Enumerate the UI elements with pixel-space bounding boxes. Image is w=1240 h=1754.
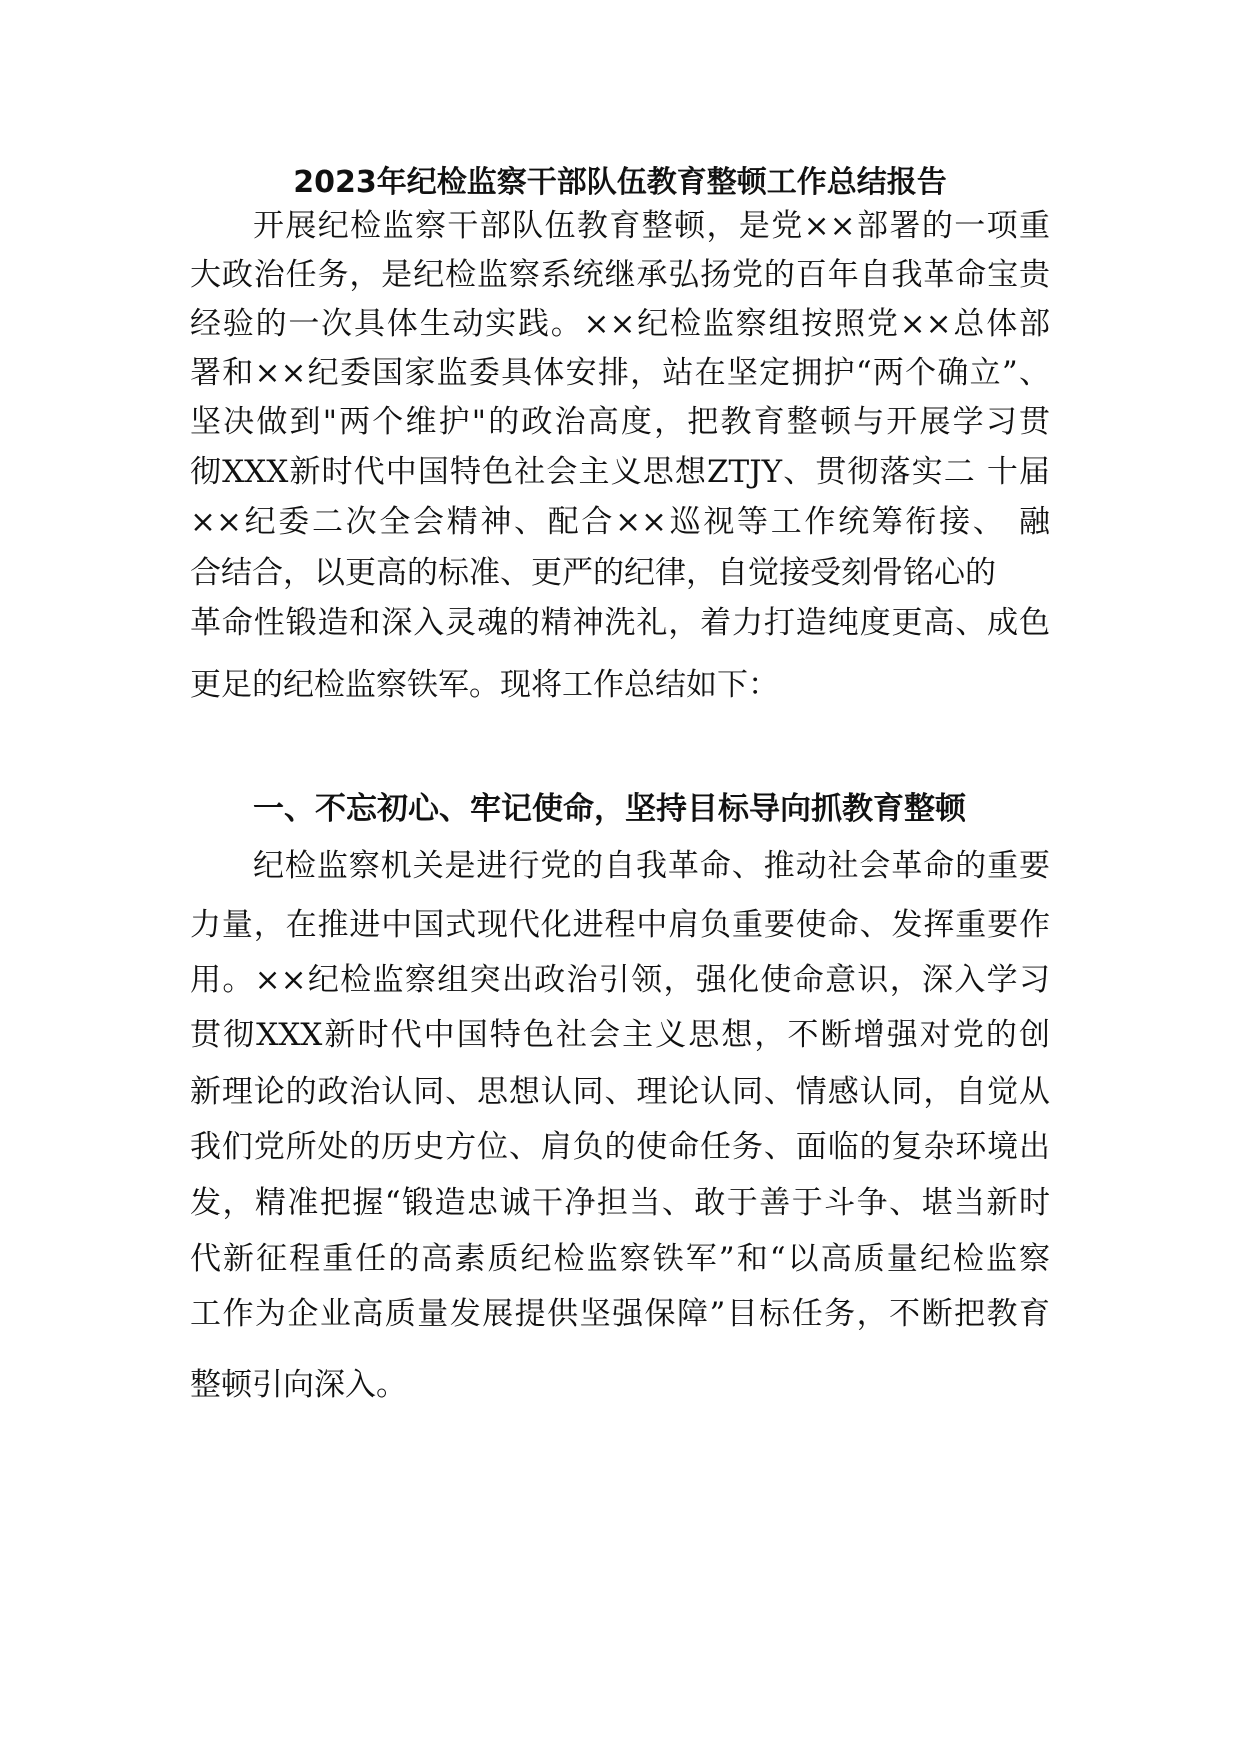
- document-title: 2023年纪检监察干部队伍教育整顿工作总结报告: [293, 165, 947, 200]
- paragraph-2-line: 整顿引向深入。: [190, 1367, 407, 1403]
- section-1-heading: 一、不忘初心、牢记使命，坚持目标导向抓教育整顿: [253, 791, 966, 827]
- paragraph-1-line: 经验的一次具体生动实践。××纪检监察组按照党××总体部: [190, 306, 1050, 342]
- paragraph-1-line: 彻XXX新时代中国特色社会主义思想ZTJY、贯彻落实二 十届: [190, 454, 1050, 490]
- paragraph-1-line: 开展纪检监察干部队伍教育整顿，是党××部署的一项重: [253, 208, 1050, 244]
- paragraph-1-line: 合结合，以更高的标准、更严的纪律，自觉接受刻骨铭心的: [190, 555, 996, 591]
- paragraph-2-line: 新理论的政治认同、思想认同、理论认同、情感认同，自觉从: [190, 1074, 1050, 1110]
- paragraph-2-line: 贯彻XXX新时代中国特色社会主义思想，不断增强对党的创: [190, 1017, 1050, 1053]
- paragraph-2-line: 纪检监察机关是进行党的自我革命、推动社会革命的重要: [253, 848, 1050, 884]
- paragraph-1-line: 更足的纪检监察铁军。现将工作总结如下：: [190, 667, 779, 703]
- paragraph-2-line: 力量，在推进中国式现代化进程中肩负重要使命、发挥重要作: [190, 907, 1050, 943]
- paragraph-2-line: 代新征程重任的高素质纪检监察铁军”和“以高质量纪检监察: [190, 1241, 1050, 1277]
- paragraph-2-line: 发，精准把握“锻造忠诚干净担当、敢于善于斗争、堪当新时: [190, 1185, 1050, 1221]
- paragraph-1-line: ××纪委二次全会精神、配合××巡视等工作统筹衔接、 融: [190, 504, 1050, 540]
- paragraph-2-line: 用。××纪检监察组突出政治引领，强化使命意识，深入学习: [190, 962, 1050, 998]
- paragraph-2-line: 我们党所处的历史方位、肩负的使命任务、面临的复杂环境出: [190, 1129, 1050, 1165]
- paragraph-1-line: 革命性锻造和深入灵魂的精神洗礼，着力打造纯度更高、成色: [190, 605, 1050, 641]
- paragraph-1-line: 署和××纪委国家监委具体安排，站在坚定拥护“两个确立”、: [190, 355, 1050, 391]
- paragraph-1-line: 大政治任务，是纪检监察系统继承弘扬党的百年自我革命宝贵: [190, 257, 1050, 293]
- paragraph-1-line: 坚决做到"两个维护"的政治高度，把教育整顿与开展学习贯: [190, 404, 1050, 440]
- paragraph-2-line: 工作为企业高质量发展提供坚强保障”目标任务，不断把教育: [190, 1296, 1050, 1332]
